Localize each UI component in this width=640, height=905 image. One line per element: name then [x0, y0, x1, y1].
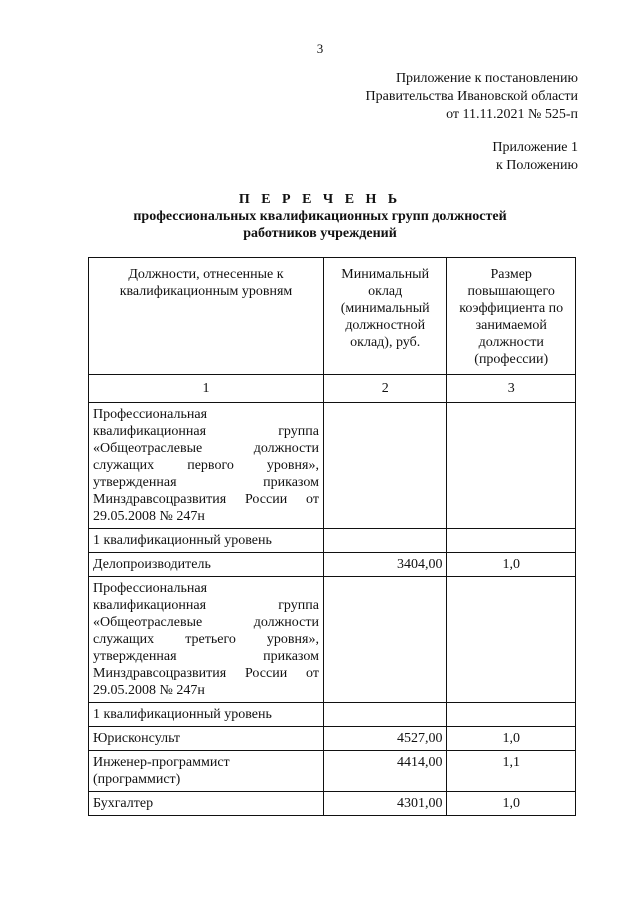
coefficient-cell [447, 529, 576, 553]
document-title [0, 191, 640, 242]
appendix-sub-line-2: к Положению [495, 158, 578, 173]
salary-cell [323, 577, 447, 703]
group-name: Профессиональная квалификационная группа «Общеотраслевые должности служащих третьего уровня», утвержденная приказом Минздравсоцразвития России от 29.05.2008 № 247н [89, 577, 324, 703]
qualification-level: 1 квалификационный уровень [89, 703, 324, 727]
coefficient-cell [447, 703, 576, 727]
coefficient-cell [447, 403, 576, 529]
position-name: Юрисконсульт [89, 727, 324, 751]
table-row [89, 553, 576, 577]
table-row [89, 751, 576, 792]
page-number: 3 [316, 41, 324, 56]
title-subtitle-1: профессиональных квалификационных групп должностей [133, 209, 507, 224]
coefficient-cell: 1,0 [447, 792, 576, 816]
coefficient-cell: 1,0 [447, 553, 576, 577]
appendix-sub-line-1: Приложение 1 [492, 140, 578, 155]
salary-cell: 4414,00 [323, 751, 447, 792]
salary-cell: 4527,00 [323, 727, 447, 751]
group-name: Профессиональная квалификационная группа «Общеотраслевые должности служащих первого уровня», утвержденная приказом Минздравсоцразвития России от 29.05.2008 № 247н [89, 403, 324, 529]
table-row [89, 727, 576, 751]
header-positions: Должности, отнесенные к квалификационным уровням [89, 258, 324, 375]
appendix-line-3: от 11.11.2021 № 525-п [446, 107, 578, 122]
salary-cell [323, 403, 447, 529]
position-name: Бухгалтер [89, 792, 324, 816]
position-name: Делопроизводитель [89, 553, 324, 577]
appendix-header [366, 70, 578, 124]
appendix-line-1: Приложение к постановлению [395, 71, 578, 86]
appendix-line-2: Правительства Ивановской области [365, 89, 578, 104]
table-header-row [89, 258, 576, 375]
column-number: 1 [89, 375, 324, 403]
title-main: П Е Р Е Ч Е Н Ь [238, 192, 402, 207]
column-number: 3 [447, 375, 576, 403]
coefficient-cell: 1,1 [447, 751, 576, 792]
salary-cell: 3404,00 [323, 553, 447, 577]
qualification-level: 1 квалификационный уровень [89, 529, 324, 553]
appendix-subheader [492, 139, 578, 175]
table-row [89, 703, 576, 727]
table-row [89, 577, 576, 703]
salary-cell [323, 703, 447, 727]
header-coefficient: Размер повышающего коэффициента по занимаемой должности (профессии) [447, 258, 576, 375]
salary-cell: 4301,00 [323, 792, 447, 816]
column-number-row [89, 375, 576, 403]
column-number: 2 [323, 375, 447, 403]
positions-table [88, 257, 576, 816]
position-name: Инженер-программист (программист) [89, 751, 324, 792]
table-row [89, 792, 576, 816]
salary-cell [323, 529, 447, 553]
coefficient-cell: 1,0 [447, 727, 576, 751]
header-min-salary: Минимальный оклад (минимальный должностной оклад), руб. [323, 258, 447, 375]
table-row [89, 529, 576, 553]
title-subtitle-2: работников учреждений [243, 226, 397, 241]
table-row [89, 403, 576, 529]
coefficient-cell [447, 577, 576, 703]
